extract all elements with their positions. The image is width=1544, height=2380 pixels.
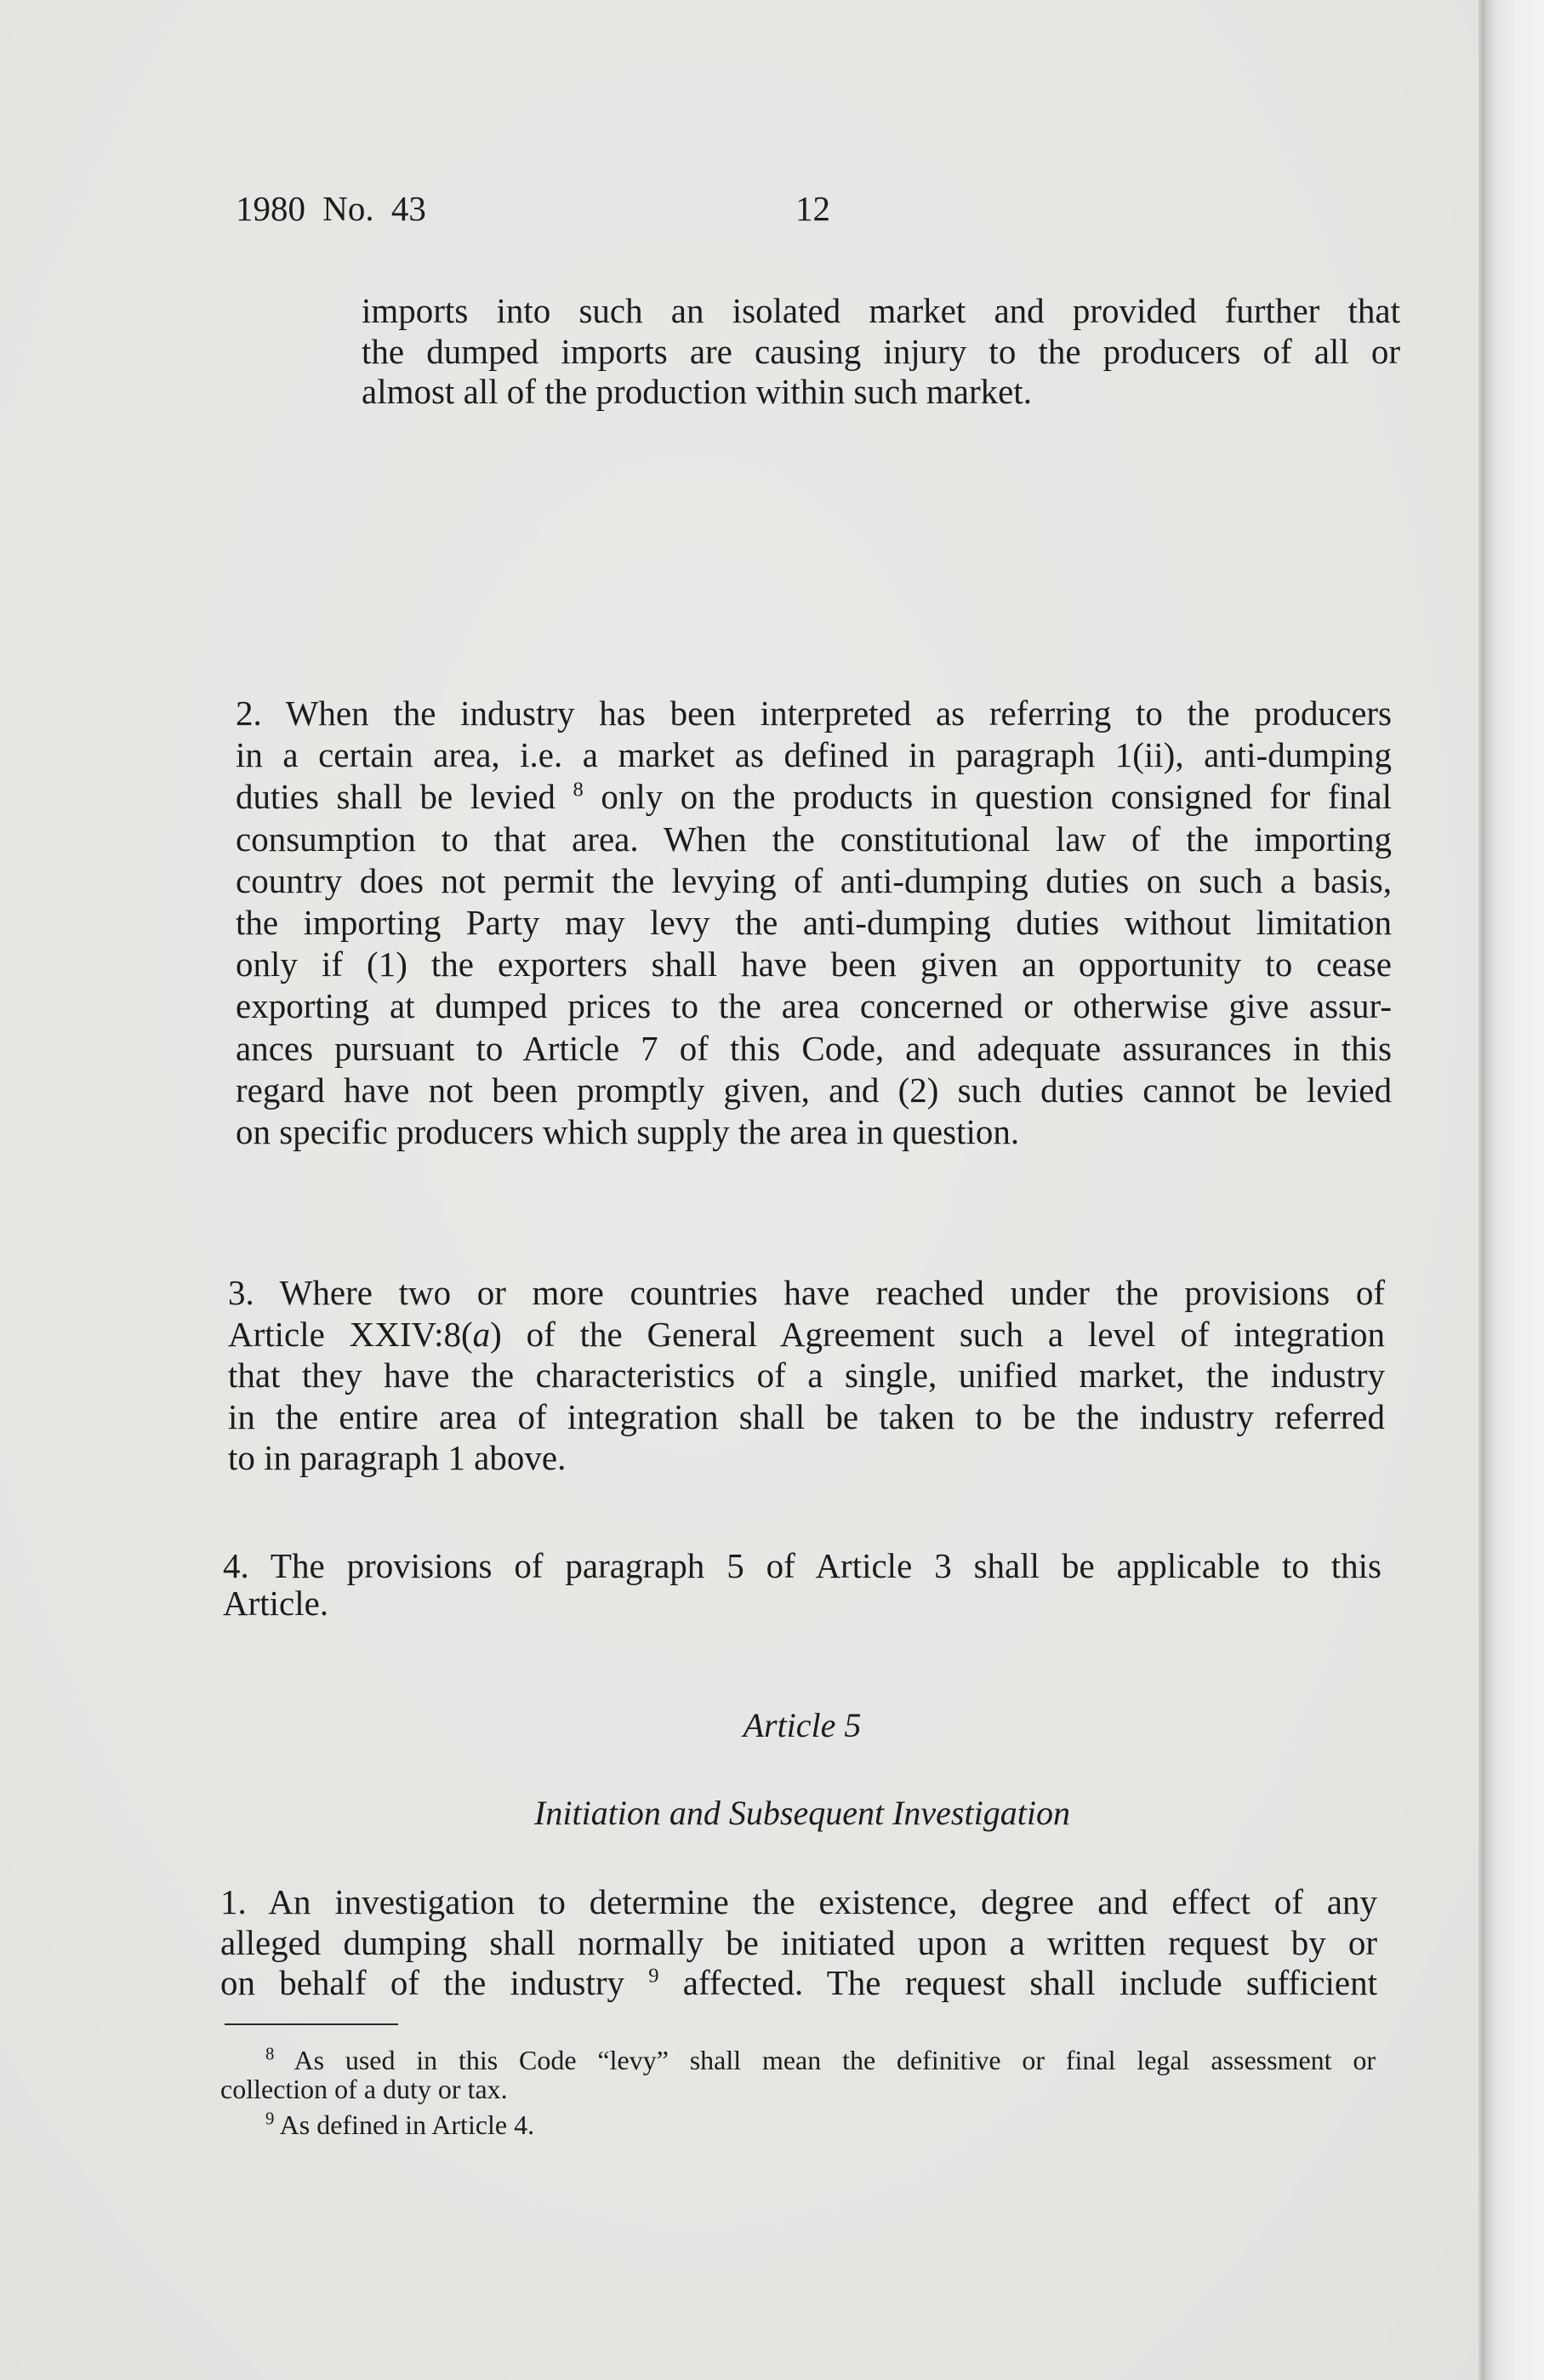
text-line: consumption to that area. When the constitutional law of the importing bbox=[236, 819, 1392, 859]
text-line bbox=[220, 1963, 1377, 2004]
paragraph-4 bbox=[223, 1547, 1382, 1622]
paragraph-continuation bbox=[362, 291, 1400, 413]
footnote-marker: 8 bbox=[265, 2044, 275, 2064]
footnote-9 bbox=[220, 2110, 1376, 2139]
article-subheading: Initiation and Subsequent Investigation bbox=[534, 1794, 1070, 1832]
text-line: on specific producers which supply the area in question. bbox=[236, 1112, 1020, 1152]
text-line bbox=[220, 2110, 1376, 2139]
text-segment: duties shall be levied bbox=[236, 777, 573, 817]
text-line: alleged dumping shall normally be initiated upon a written request by or bbox=[220, 1922, 1377, 1962]
footnote-rule bbox=[225, 2023, 398, 2025]
footnote-reference: 9 bbox=[648, 1964, 659, 1988]
text-line: 3. Where two or more countries have reached under the provisions of bbox=[228, 1273, 1385, 1312]
text-line: the importing Party may levy the anti-dumping duties without limitation bbox=[236, 903, 1392, 943]
text-line: ances pursuant to Article 7 of this Code, and adequate assurances in this bbox=[236, 1028, 1392, 1068]
article-heading: Article 5 bbox=[743, 1706, 862, 1744]
paragraph-2 bbox=[236, 693, 1392, 1153]
text-line: in a certain area, i.e. a market as defined in paragraph 1(ii), anti-dumping bbox=[236, 735, 1392, 775]
text-line bbox=[220, 2046, 1376, 2075]
text-line: in the entire area of integration shall be taken to be the industry referred bbox=[228, 1396, 1385, 1436]
text-line: to in paragraph 1 above. bbox=[228, 1438, 567, 1477]
text-line: imports into such an isolated market and provided further that bbox=[362, 291, 1400, 330]
text-line: that they have the characteristics of a single, unified market, the industry bbox=[228, 1356, 1385, 1395]
running-head: 1980 No. 43 bbox=[236, 189, 426, 228]
page-edge-shadow bbox=[1478, 0, 1544, 2380]
text-line: almost all of the production within such market. bbox=[362, 372, 1032, 411]
text-line: 4. The provisions of paragraph 5 of Article 3 shall be applicable to this bbox=[223, 1546, 1382, 1585]
text-segment: only on the products in question consigned for final bbox=[583, 777, 1392, 817]
text-line: collection of a duty or tax. bbox=[220, 2074, 508, 2104]
text-segment: As defined in Article 4. bbox=[279, 2109, 535, 2140]
footnote-8 bbox=[220, 2046, 1376, 2103]
text-segment: affected. The request shall include sufficient bbox=[658, 1963, 1377, 2002]
text-line bbox=[236, 776, 1392, 818]
text-line: the dumped imports are causing injury to the producers of all or bbox=[362, 331, 1400, 371]
article-5-paragraph-1 bbox=[220, 1882, 1377, 2004]
text-line: regard have not been promptly given, and (2) such duties cannot be levied bbox=[236, 1070, 1392, 1110]
text-line: 2. When the industry has been interpreted as referring to the producers bbox=[236, 693, 1392, 733]
text-line: 1. An investigation to determine the existence, degree and effect of any bbox=[220, 1882, 1377, 1921]
text-segment: Article XXIV:8( bbox=[228, 1314, 473, 1354]
text-line bbox=[228, 1314, 1385, 1356]
text-segment: on behalf of the industry bbox=[220, 1963, 649, 2002]
text-line: only if (1) the exporters shall have been given an opportunity to cease bbox=[236, 945, 1392, 985]
footnote-reference: 8 bbox=[573, 778, 584, 802]
footnote-marker: 9 bbox=[265, 2109, 275, 2129]
page-number: 12 bbox=[795, 189, 830, 228]
text-line: country does not permit the levying of anti-dumping duties on such a basis, bbox=[236, 860, 1392, 900]
text-segment: ) of the General Agreement such a level of integration bbox=[490, 1314, 1385, 1354]
text-line: Article. bbox=[223, 1584, 329, 1623]
italic-letter: a bbox=[472, 1314, 491, 1354]
text-segment: As used in this Code “levy” shall mean the definitive or final legal assessment or bbox=[293, 2045, 1376, 2075]
text-line: exporting at dumped prices to the area concerned or otherwise give assur- bbox=[236, 986, 1392, 1026]
paragraph-3 bbox=[228, 1272, 1385, 1479]
